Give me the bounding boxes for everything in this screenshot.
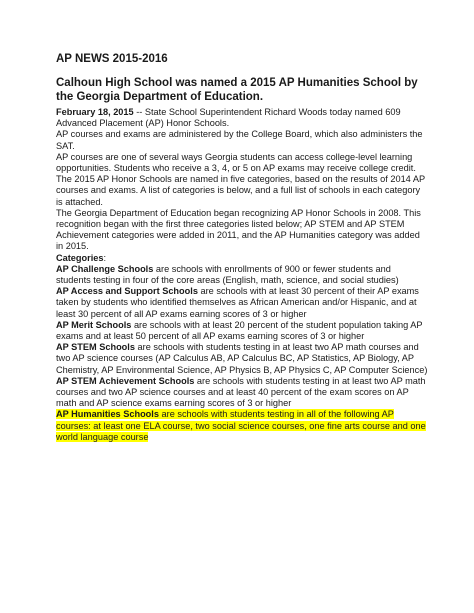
categories-colon: : (103, 252, 107, 263)
category-description: are schools with students testing in at least two AP math courses and two AP science courses and at least 40 percent of the exam scores on AP math and AP science exams earning scores of 3 or higher (56, 375, 426, 409)
category-item (56, 342, 428, 376)
category-name: AP STEM Schools (56, 342, 135, 353)
category-name: AP Access and Support Schools (56, 286, 198, 297)
document-page (56, 52, 428, 443)
history-paragraph: The Georgia Department of Education began recognizing AP Honor Schools in 2008. This recognition began with the first three categories listed below; AP STEM and AP STEM Achievement categories were added in 2011, and the AP Humanities category was added in 2015. (56, 207, 421, 252)
category-description: are schools with at least 30 percent of their AP exams taken by students who identified themselves as African American and/or Hispanic, and at least 30 percent of all AP exams earning scores of 3 or higher (56, 286, 419, 319)
categories-intro-paragraph: The 2015 AP Honor Schools are named in five categories, based on the results of 2014 AP courses and exams. A list of categories is below, and a full list of schools in each category is attached. (56, 174, 425, 207)
category-name: AP Merit Schools (56, 319, 132, 330)
category-description: are schools with at least 20 percent of the student population taking AP exams and at least 50 percent of all AP exams earning scores of 3 or higher (56, 319, 423, 342)
categories-label: Categories (56, 252, 104, 263)
category-item-highlighted (56, 409, 428, 443)
college-credit-paragraph: AP courses are one of several ways Georgia students can access college-level learning opportunities. Students who receive a 3, 4, or 5 on AP exams may receive college credit. (56, 151, 416, 174)
category-item (56, 320, 428, 342)
news-heading: AP NEWS 2015-2016 (56, 53, 168, 65)
college-board-paragraph: AP courses and exams are administered by the College Board, which also administers the SAT. (56, 129, 423, 151)
category-name: AP STEM Achievement Schools (56, 375, 195, 386)
category-description: are schools with students testing in all of the following AP courses: at least one ELA course, two social science courses, one fine arts course and one world language course (56, 409, 426, 442)
categories-heading (56, 253, 428, 264)
highlighted-text (56, 409, 426, 441)
intro-text: -- State School Superintendent Richard Woods today named 609 Advanced Placement (AP) Honor Schools. (56, 107, 401, 129)
category-description: are schools with enrollments of 900 or fewer students and students testing in four of the core areas (English, math, science, and social studies) (56, 263, 399, 286)
category-name: AP Challenge Schools (56, 263, 154, 274)
headline: Calhoun High School was named a 2015 AP Humanities School by the Georgia Department of Education. (56, 77, 418, 103)
category-name: AP Humanities Schools (56, 409, 159, 420)
category-item (56, 264, 428, 286)
intro-paragraph (56, 107, 428, 129)
category-description: are schools with students testing in at least two AP math courses and two AP science courses (AP Calculus AB, AP Calculus BC, AP Statistics, AP Biology, AP Chemistry, AP Environmental Science, AP Physics B, AP Physics C, AP Computer Science) (56, 342, 428, 375)
category-item (56, 286, 428, 320)
press-date: February 18, 2015 (56, 107, 134, 117)
category-item (56, 376, 428, 410)
